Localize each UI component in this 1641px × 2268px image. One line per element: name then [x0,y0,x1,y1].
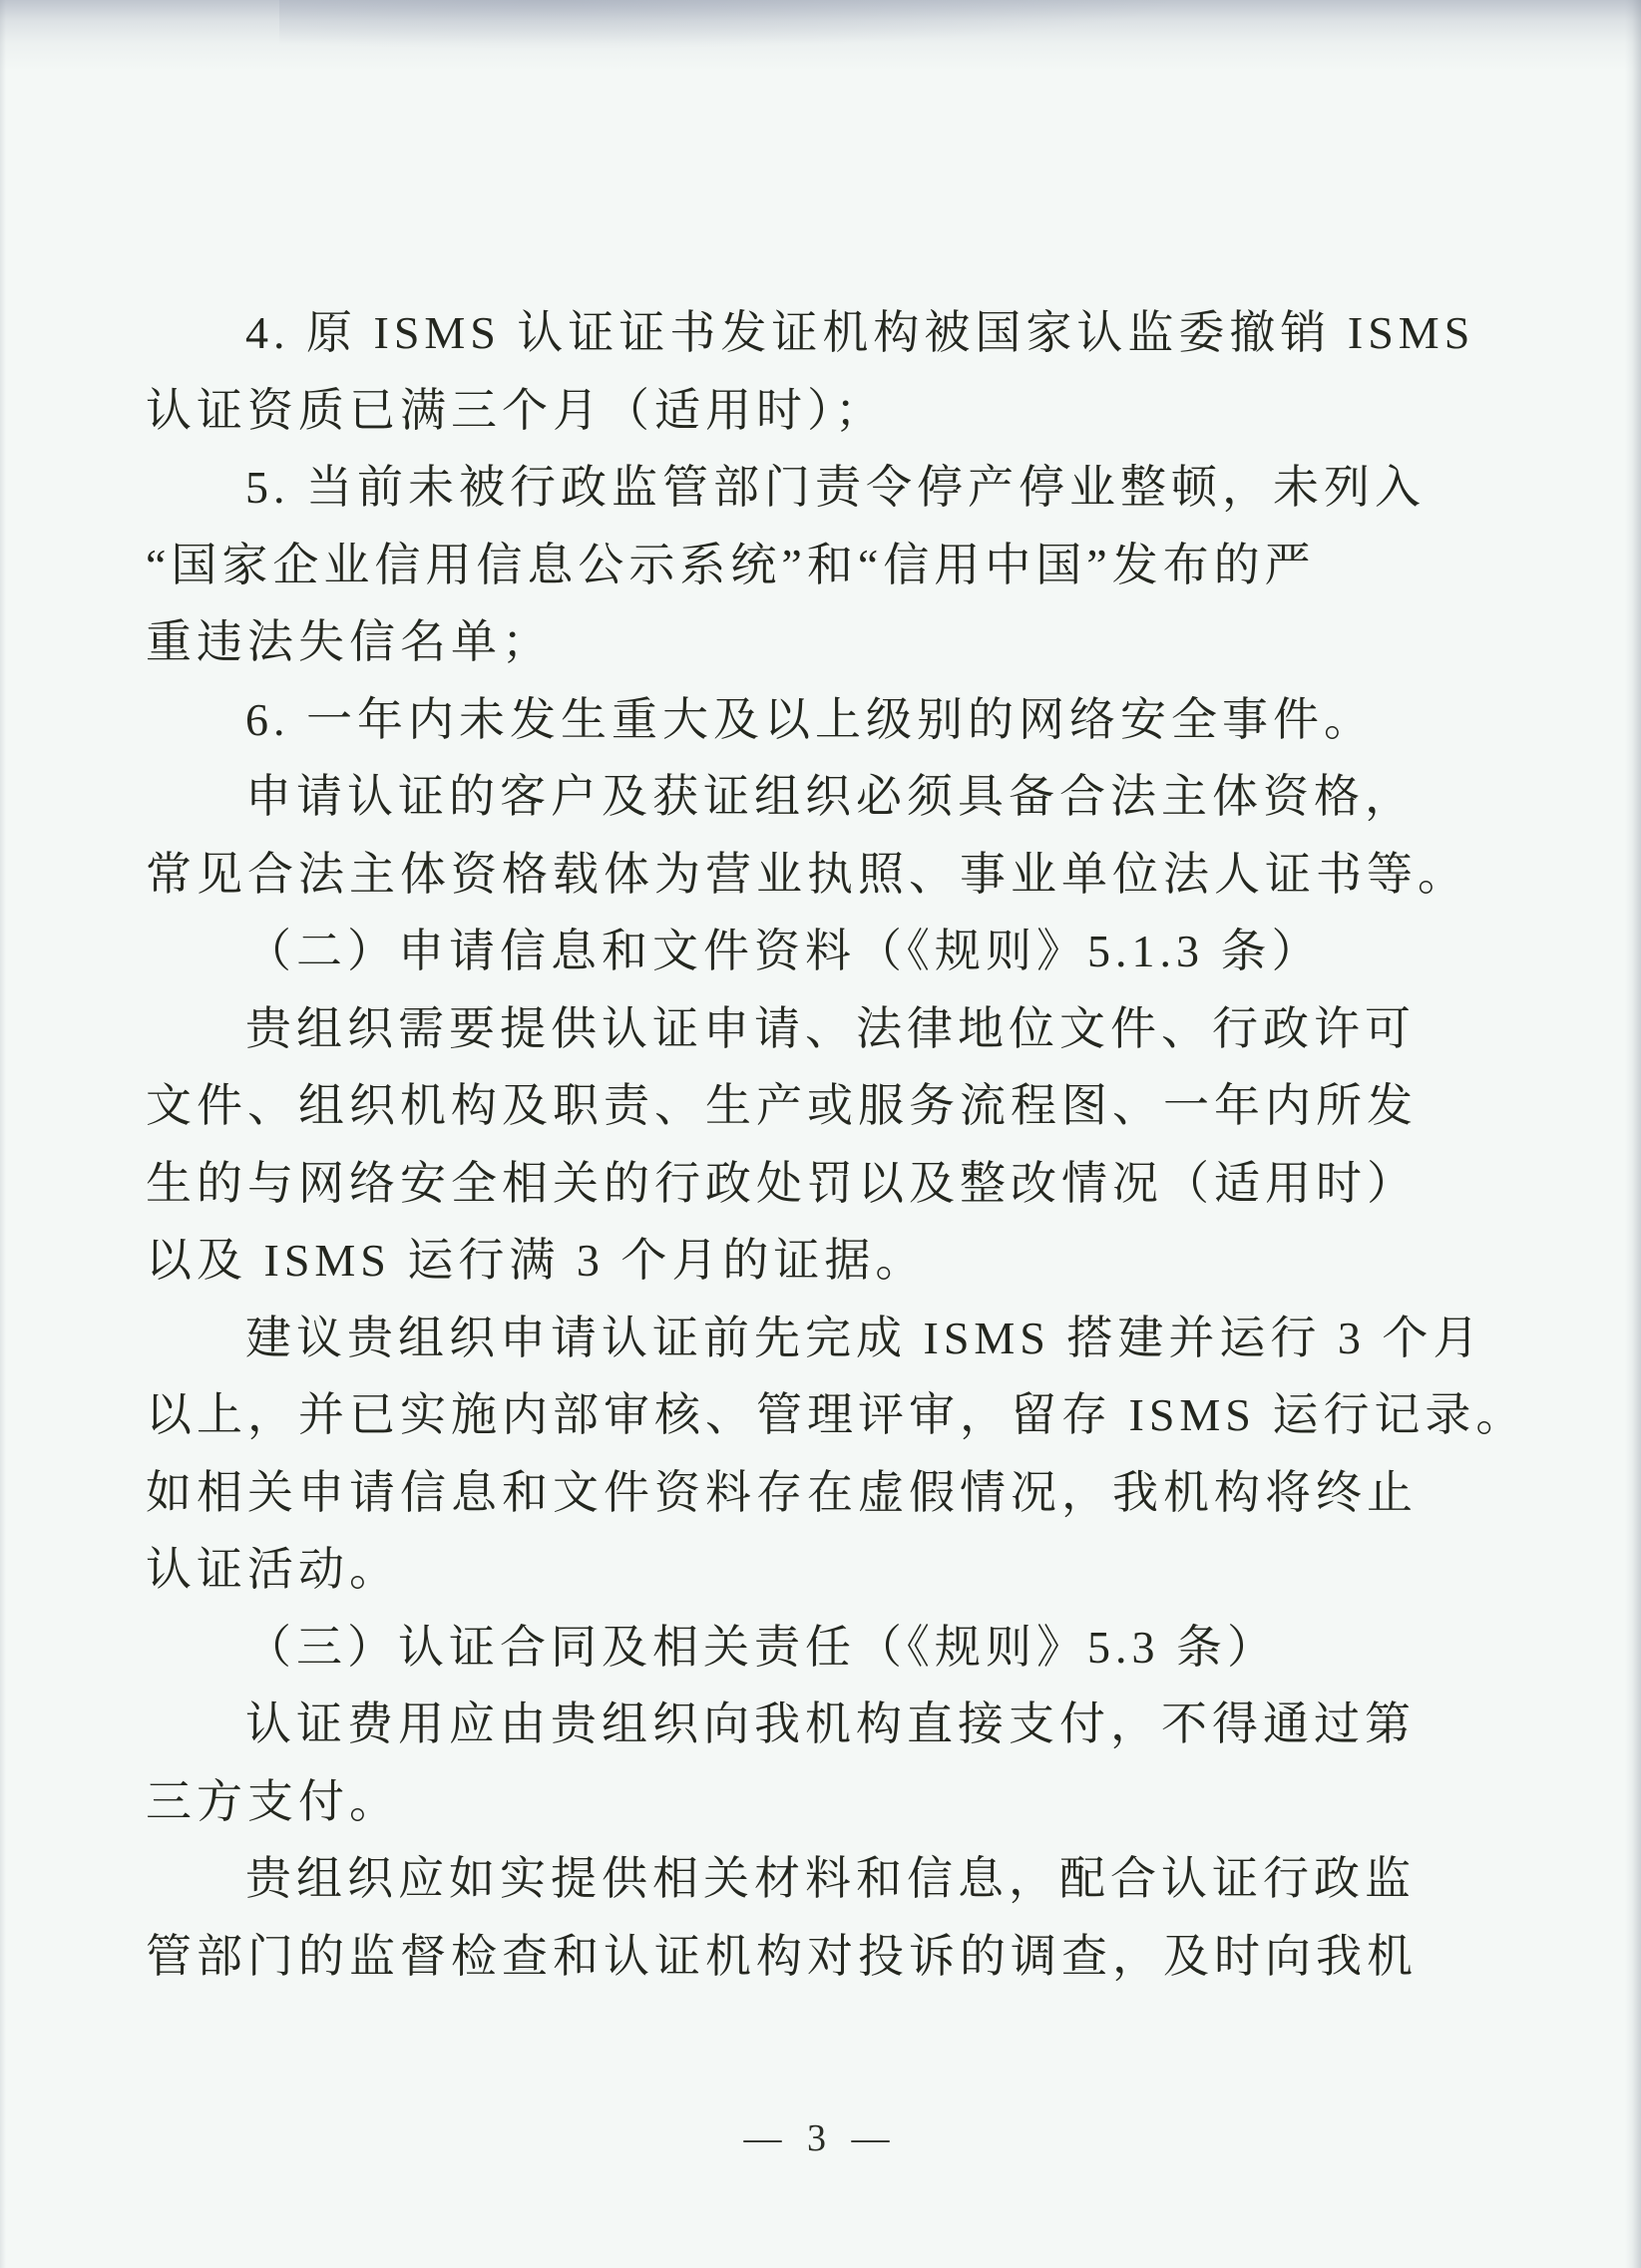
text-line: 以及 ISMS 运行满 3 个月的证据。 [146,1235,927,1286]
section-heading-line: （三）认证合同及相关责任（《规则》5.3 条） [245,1621,1278,1673]
text-line: 5. 当前未被行政监管部门责令停产停业整顿，未列入 [245,462,1426,513]
text-line: 建议贵组织申请认证前先完成 ISMS 搭建并运行 3 个月 [245,1312,1484,1363]
text-line: 常见合法主体资格载体为营业执照、事业单位法人证书等。 [146,848,1468,900]
scan-shadow-top [0,0,1641,72]
text-line: 三方支付。 [146,1775,400,1827]
scan-shadow-right [1625,0,1641,2268]
text-line: 贵组织应如实提供相关材料和信息，配合认证行政监 [245,1853,1416,1904]
text-line: 贵组织需要提供认证申请、法律地位文件、行政许可 [245,1002,1416,1054]
text-line: 申请认证的客户及获证组织必须具备合法主体资格， [245,771,1416,822]
text-line: 6. 一年内未发生重大及以上级别的网络安全事件。 [245,693,1375,745]
text-line: 重违法失信名单； [146,616,553,667]
scan-shadow-left [0,0,6,2268]
text-line: 认证资质已满三个月（适用时）； [146,384,886,436]
text-line: 如相关申请信息和文件资料存在虚假情况，我机构将终止 [146,1466,1418,1518]
text-line: 认证费用应由贵组织向我机构直接支付，不得通过第 [245,1699,1416,1749]
text-line: 生的与网络安全相关的行政处罚以及整改情况（适用时） [146,1157,1418,1209]
scan-shadow-top-blotch [279,0,1177,50]
page-number: — 3 — [743,2117,898,2159]
text-line: 管部门的监督检查和认证机构对投诉的调查，及时向我机 [146,1930,1418,1982]
text-line: 认证活动。 [146,1544,400,1595]
text-line: 文件、组织机构及职责、生产或服务流程图、一年内所发 [146,1080,1418,1131]
text-block [146,294,1527,1995]
text-line: “国家企业信用信息公示系统”和“信用中国”发布的严 [146,539,1316,590]
text-line: 4. 原 ISMS 认证证书发证机构被国家认监委撤销 ISMS [245,307,1475,358]
section-heading-line: （二）申请信息和文件资料（《规则》5.1.3 条） [245,926,1323,976]
text-line: 以上，并已实施内部审核、管理评审，留存 ISMS 运行记录。 [146,1389,1527,1440]
